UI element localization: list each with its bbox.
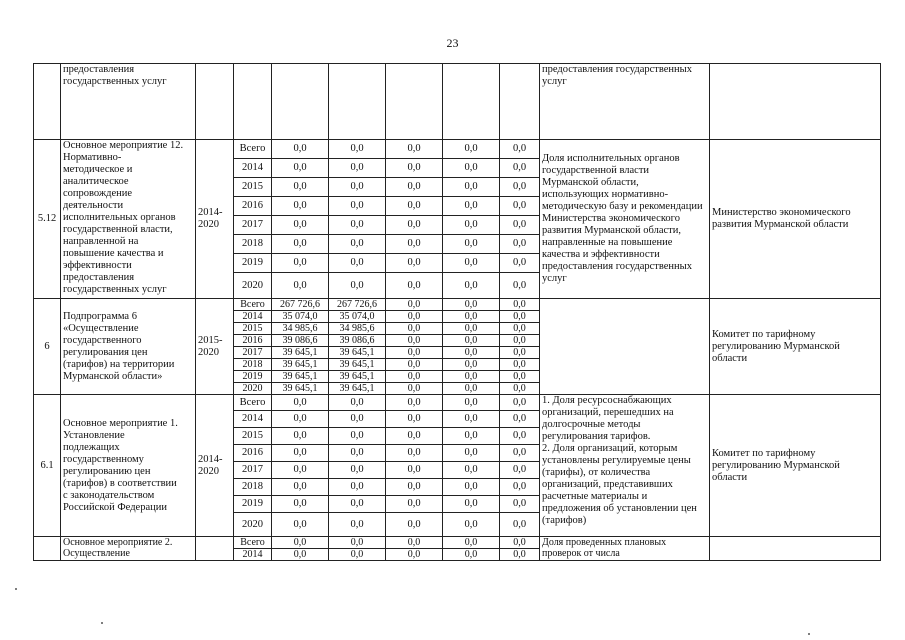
value-col4: 0,0 xyxy=(443,216,500,235)
value-col4: 0,0 xyxy=(443,496,500,513)
value-col3: 0,0 xyxy=(386,323,443,335)
value-total: 39 645,1 xyxy=(272,359,329,371)
value-col3: 0,0 xyxy=(386,445,443,462)
value-total: 0,0 xyxy=(272,549,329,561)
value-col5: 0,0 xyxy=(500,299,540,311)
value-col5: 0,0 xyxy=(500,197,540,216)
table-row xyxy=(34,299,881,311)
value-col2: 0,0 xyxy=(329,273,386,299)
value-col3: 0,0 xyxy=(386,216,443,235)
year-label: 2016 xyxy=(234,197,272,216)
value-total: 0,0 xyxy=(272,159,329,178)
value-col5: 0,0 xyxy=(500,178,540,197)
value-col2: 39 645,1 xyxy=(329,359,386,371)
value-col2: 39 086,6 xyxy=(329,335,386,347)
year-label: 2019 xyxy=(234,371,272,383)
value-col4: 0,0 xyxy=(443,371,500,383)
indicator-text: Доля проведенных плановых проверок от числа xyxy=(540,537,710,561)
value-col4: 0,0 xyxy=(443,359,500,371)
value-col3: 0,0 xyxy=(386,273,443,299)
value-col2: 0,0 xyxy=(329,549,386,561)
period: 2014- 2020 xyxy=(196,395,234,537)
year-label: 2014 xyxy=(234,549,272,561)
value-col5: 0,0 xyxy=(500,359,540,371)
value-col4: 0,0 xyxy=(443,178,500,197)
value-col2: 0,0 xyxy=(329,411,386,428)
item-number xyxy=(34,537,61,561)
item-number: 6.1 xyxy=(34,395,61,537)
value-col2: 0,0 xyxy=(329,479,386,496)
value-col4: 0,0 xyxy=(443,411,500,428)
period: 2015- 2020 xyxy=(196,299,234,395)
value-col4: 0,0 xyxy=(443,159,500,178)
value-col2: 39 645,1 xyxy=(329,347,386,359)
value-col2: 34 985,6 xyxy=(329,323,386,335)
value-col2: 35 074,0 xyxy=(329,311,386,323)
value-total: 39 086,6 xyxy=(272,335,329,347)
value-total: 0,0 xyxy=(272,178,329,197)
value-total: 39 645,1 xyxy=(272,383,329,395)
period-cell xyxy=(196,64,234,140)
value-col4: 0,0 xyxy=(443,273,500,299)
value-col3: 0,0 xyxy=(386,197,443,216)
measure-name: Основное мероприятие 12. Нормативно- методическое и аналитическое сопровождение деятельности исполнительных органов государственной власти, направленной на повышение качества и эффективности предоставления государственных услуг xyxy=(61,140,196,299)
value-col5: 0,0 xyxy=(500,383,540,395)
value-total: 35 074,0 xyxy=(272,311,329,323)
period xyxy=(196,537,234,561)
value-col2: 0,0 xyxy=(329,140,386,159)
value-col4: 0,0 xyxy=(443,335,500,347)
value-col5: 0,0 xyxy=(500,335,540,347)
value-col3: 0,0 xyxy=(386,311,443,323)
value-col5: 0,0 xyxy=(500,496,540,513)
value-total: 267 726,6 xyxy=(272,299,329,311)
value-col4: 0,0 xyxy=(443,254,500,273)
value-col5: 0,0 xyxy=(500,216,540,235)
year-label: 2016 xyxy=(234,335,272,347)
scan-speck xyxy=(15,588,17,590)
value-col4: 0,0 xyxy=(443,395,500,411)
year-cell xyxy=(234,64,272,140)
indicator-text: предоставления государственных услуг xyxy=(540,64,710,140)
table-row xyxy=(34,395,881,411)
value-total: 0,0 xyxy=(272,496,329,513)
value-col3: 0,0 xyxy=(386,299,443,311)
value-col5: 0,0 xyxy=(500,411,540,428)
value-col5: 0,0 xyxy=(500,235,540,254)
value-col4: 0,0 xyxy=(443,299,500,311)
value-col3: 0,0 xyxy=(386,371,443,383)
value-total: 0,0 xyxy=(272,411,329,428)
num-cell xyxy=(34,64,61,140)
value-col5: 0,0 xyxy=(500,311,540,323)
scan-speck xyxy=(808,633,810,635)
value-col2: 39 645,1 xyxy=(329,371,386,383)
value-col3: 0,0 xyxy=(386,462,443,479)
item-number: 5.12 xyxy=(34,140,61,299)
year-label: Всего xyxy=(234,299,272,311)
value-total: 0,0 xyxy=(272,445,329,462)
value-col3: 0,0 xyxy=(386,411,443,428)
value-col5: 0,0 xyxy=(500,323,540,335)
value-col5: 0,0 xyxy=(500,513,540,537)
value-col3: 0,0 xyxy=(386,235,443,254)
value-cell xyxy=(443,64,500,140)
value-col3: 0,0 xyxy=(386,428,443,445)
value-col4: 0,0 xyxy=(443,513,500,537)
year-label: 2014 xyxy=(234,311,272,323)
year-label: 2016 xyxy=(234,445,272,462)
value-col2: 0,0 xyxy=(329,513,386,537)
value-col4: 0,0 xyxy=(443,479,500,496)
value-col5: 0,0 xyxy=(500,537,540,549)
value-col2: 0,0 xyxy=(329,197,386,216)
value-col3: 0,0 xyxy=(386,335,443,347)
year-label: 2020 xyxy=(234,383,272,395)
value-total: 39 645,1 xyxy=(272,347,329,359)
year-label: 2014 xyxy=(234,411,272,428)
value-col4: 0,0 xyxy=(443,445,500,462)
value-total: 0,0 xyxy=(272,235,329,254)
carryover-row xyxy=(34,64,881,140)
value-total: 0,0 xyxy=(272,140,329,159)
value-col3: 0,0 xyxy=(386,479,443,496)
value-col2: 0,0 xyxy=(329,445,386,462)
value-col4: 0,0 xyxy=(443,383,500,395)
value-col3: 0,0 xyxy=(386,178,443,197)
value-col3: 0,0 xyxy=(386,549,443,561)
table-row xyxy=(34,140,881,159)
executor-text xyxy=(710,537,881,561)
measure-name: Основное мероприятие 2. Осуществление xyxy=(61,537,196,561)
value-col3: 0,0 xyxy=(386,513,443,537)
year-label: 2015 xyxy=(234,178,272,197)
value-total: 0,0 xyxy=(272,479,329,496)
value-total: 0,0 xyxy=(272,273,329,299)
value-total: 0,0 xyxy=(272,395,329,411)
value-col5: 0,0 xyxy=(500,395,540,411)
executor-text: Комитет по тарифному регулированию Мурманской области xyxy=(710,395,881,537)
value-col5: 0,0 xyxy=(500,479,540,496)
year-label: 2020 xyxy=(234,273,272,299)
value-col2: 0,0 xyxy=(329,537,386,549)
value-col5: 0,0 xyxy=(500,445,540,462)
value-cell xyxy=(272,64,329,140)
year-label: 2017 xyxy=(234,347,272,359)
year-label: 2014 xyxy=(234,159,272,178)
year-label: Всего xyxy=(234,395,272,411)
value-total: 0,0 xyxy=(272,254,329,273)
value-col3: 0,0 xyxy=(386,159,443,178)
year-label: Всего xyxy=(234,140,272,159)
value-col5: 0,0 xyxy=(500,254,540,273)
value-col2: 39 645,1 xyxy=(329,383,386,395)
year-label: 2018 xyxy=(234,359,272,371)
value-total: 39 645,1 xyxy=(272,371,329,383)
year-label: 2019 xyxy=(234,496,272,513)
value-col4: 0,0 xyxy=(443,140,500,159)
value-col2: 0,0 xyxy=(329,216,386,235)
value-col3: 0,0 xyxy=(386,347,443,359)
value-col3: 0,0 xyxy=(386,537,443,549)
measure-name: предоставления государственных услуг xyxy=(61,64,196,140)
value-total: 0,0 xyxy=(272,216,329,235)
indicator-text xyxy=(540,299,710,395)
value-cell xyxy=(500,64,540,140)
executor-cell xyxy=(710,64,881,140)
value-cell xyxy=(329,64,386,140)
page-number: 23 xyxy=(446,36,459,50)
value-col5: 0,0 xyxy=(500,371,540,383)
value-col4: 0,0 xyxy=(443,462,500,479)
value-col2: 0,0 xyxy=(329,496,386,513)
value-col4: 0,0 xyxy=(443,323,500,335)
value-col5: 0,0 xyxy=(500,428,540,445)
value-col2: 0,0 xyxy=(329,395,386,411)
value-col2: 0,0 xyxy=(329,462,386,479)
year-label: 2017 xyxy=(234,216,272,235)
value-col3: 0,0 xyxy=(386,254,443,273)
value-col4: 0,0 xyxy=(443,235,500,254)
value-col4: 0,0 xyxy=(443,311,500,323)
value-total: 0,0 xyxy=(272,428,329,445)
value-col5: 0,0 xyxy=(500,549,540,561)
value-col5: 0,0 xyxy=(500,273,540,299)
value-col2: 0,0 xyxy=(329,254,386,273)
value-col3: 0,0 xyxy=(386,140,443,159)
value-col2: 0,0 xyxy=(329,159,386,178)
year-label: 2020 xyxy=(234,513,272,537)
value-col3: 0,0 xyxy=(386,496,443,513)
value-col5: 0,0 xyxy=(500,140,540,159)
value-col3: 0,0 xyxy=(386,359,443,371)
value-total: 0,0 xyxy=(272,462,329,479)
value-col4: 0,0 xyxy=(443,197,500,216)
value-col4: 0,0 xyxy=(443,537,500,549)
scan-speck xyxy=(101,622,103,624)
value-total: 34 985,6 xyxy=(272,323,329,335)
value-col4: 0,0 xyxy=(443,347,500,359)
measure-name: Основное мероприятие 1. Установление подлежащих государственному регулированию цен (тарифов) в соответствии с законодательством Российской Федерации xyxy=(61,395,196,537)
period: 2014- 2020 xyxy=(196,140,234,299)
year-label: 2018 xyxy=(234,479,272,496)
value-col5: 0,0 xyxy=(500,462,540,479)
year-label: 2019 xyxy=(234,254,272,273)
value-col4: 0,0 xyxy=(443,549,500,561)
year-label: Всего xyxy=(234,537,272,549)
value-col2: 267 726,6 xyxy=(329,299,386,311)
value-col2: 0,0 xyxy=(329,178,386,197)
value-total: 0,0 xyxy=(272,537,329,549)
year-label: 2017 xyxy=(234,462,272,479)
value-col5: 0,0 xyxy=(500,159,540,178)
item-number: 6 xyxy=(34,299,61,395)
indicator-text: 1. Доля ресурсоснабжающих организаций, перешедших на долгосрочные методы регулирования тарифов. 2. Доля организаций, которым установлены регулируемые цены (тарифы), от количества организаций, представивших расчетные материалы и предложения об установлении цен (тарифов) xyxy=(540,395,710,537)
executor-text: Комитет по тарифному регулированию Мурманской области xyxy=(710,299,881,395)
year-label: 2015 xyxy=(234,428,272,445)
value-cell xyxy=(386,64,443,140)
value-total: 0,0 xyxy=(272,197,329,216)
table-row xyxy=(34,537,881,549)
value-col2: 0,0 xyxy=(329,235,386,254)
value-col3: 0,0 xyxy=(386,395,443,411)
value-col2: 0,0 xyxy=(329,428,386,445)
executor-text: Министерство экономического развития Мурманской области xyxy=(710,140,881,299)
indicator-text: Доля исполнительных органов государственной власти Мурманской области, использующих нормативно- методическую базу и рекомендации Министерства экономического развития Мурманской области, направленные на повышение качества и эффективности предоставления государственных услуг xyxy=(540,140,710,299)
program-table xyxy=(33,63,881,561)
value-total: 0,0 xyxy=(272,513,329,537)
year-label: 2018 xyxy=(234,235,272,254)
value-col4: 0,0 xyxy=(443,428,500,445)
subprogram-name: Подпрограмма 6 «Осуществление государственного регулирования цен (тарифов) на территории Мурманской области» xyxy=(61,299,196,395)
value-col5: 0,0 xyxy=(500,347,540,359)
value-col3: 0,0 xyxy=(386,383,443,395)
year-label: 2015 xyxy=(234,323,272,335)
